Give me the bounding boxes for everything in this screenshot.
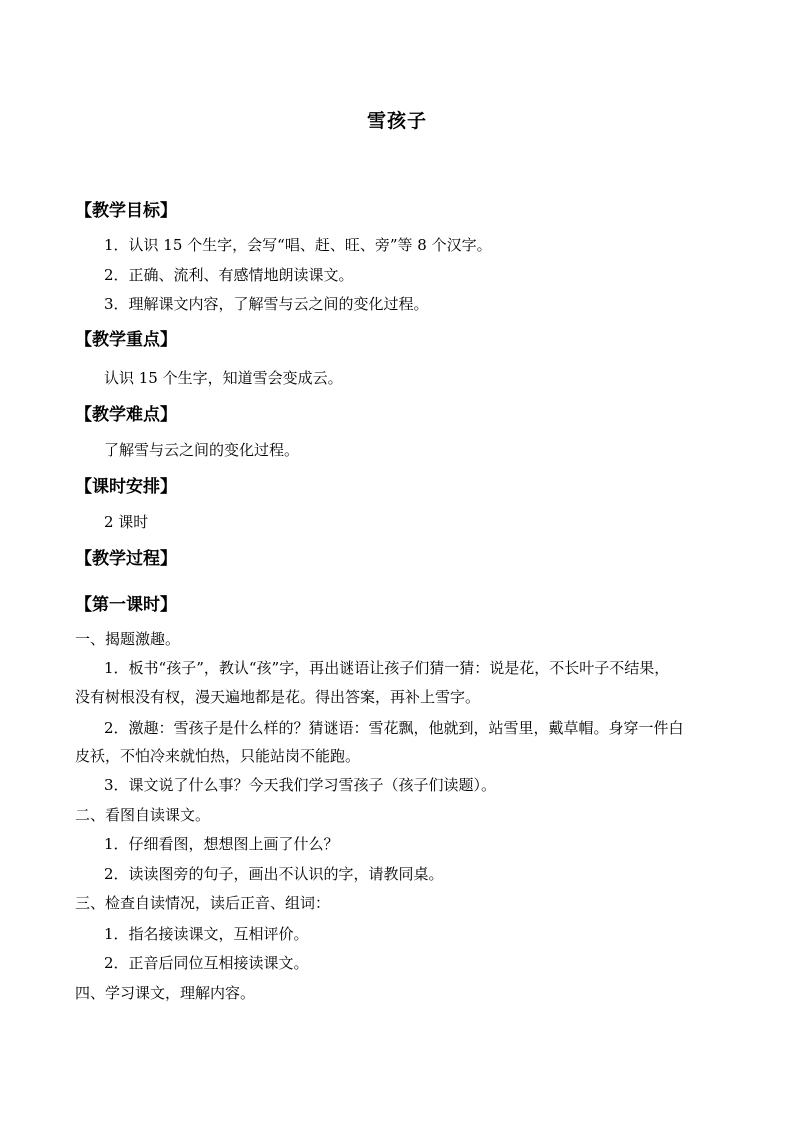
section-title: 三、检查自读情况，读后正音、组词： <box>75 894 331 912</box>
heading-difficulties: 【教学难点】 <box>75 405 177 425</box>
objective-item: 1．认识 15 个生字，会写“唱、赶、旺、旁”等 8 个汉字。 <box>104 236 492 254</box>
difficulties-text: 了解雪与云之间的变化过程。 <box>104 441 300 459</box>
section-title: 一、揭题激趣。 <box>75 630 181 648</box>
paragraph-line: 没有树根没有杈，漫天遍地都是花。得出答案，再补上雪字。 <box>75 688 481 706</box>
heading-schedule: 【课时安排】 <box>75 477 177 497</box>
page-title: 雪孩子 <box>366 110 427 132</box>
section-title: 四、学习课文，理解内容。 <box>75 984 256 1002</box>
heading-objectives: 【教学目标】 <box>75 201 177 221</box>
paragraph-line: 皮袄，不怕冷来就怕热，只能站岗不能跑。 <box>75 747 361 765</box>
paragraph-line: 1．仔细看图，想想图上画了什么？ <box>104 835 339 853</box>
paragraph-line: 2．读读图旁的句子，画出不认识的字，请教同桌。 <box>104 865 444 883</box>
paragraph-line: 1．指名接读课文，互相评价。 <box>104 925 309 943</box>
objective-item: 3．理解课文内容，了解雪与云之间的变化过程。 <box>104 295 429 313</box>
objective-item: 2．正确、流利、有感情地朗读课文。 <box>104 266 354 284</box>
section-title: 二、看图自读课文。 <box>75 806 211 824</box>
schedule-text: 2 课时 <box>104 513 149 531</box>
paragraph-line: 3．课文说了什么事？今天我们学习雪孩子（孩子们读题）。 <box>104 776 497 794</box>
heading-key-points: 【教学重点】 <box>75 330 177 350</box>
heading-first-lesson: 【第一课时】 <box>75 595 177 615</box>
paragraph-line: 2．正音后同位互相接读课文。 <box>104 954 309 972</box>
key-points-text: 认识 15 个生字，知道雪会变成云。 <box>104 369 343 387</box>
paragraph-line: 2．激趣：雪孩子是什么样的？猜谜语：雪花飘，他就到，站雪里，戴草帽。身穿一件白 <box>104 719 684 737</box>
paragraph-line: 1．板书“孩子”，教认“孩”字，再出谜语让孩子们猜一猜：说是花，不长叶子不结果， <box>104 659 670 677</box>
heading-process: 【教学过程】 <box>75 549 177 569</box>
